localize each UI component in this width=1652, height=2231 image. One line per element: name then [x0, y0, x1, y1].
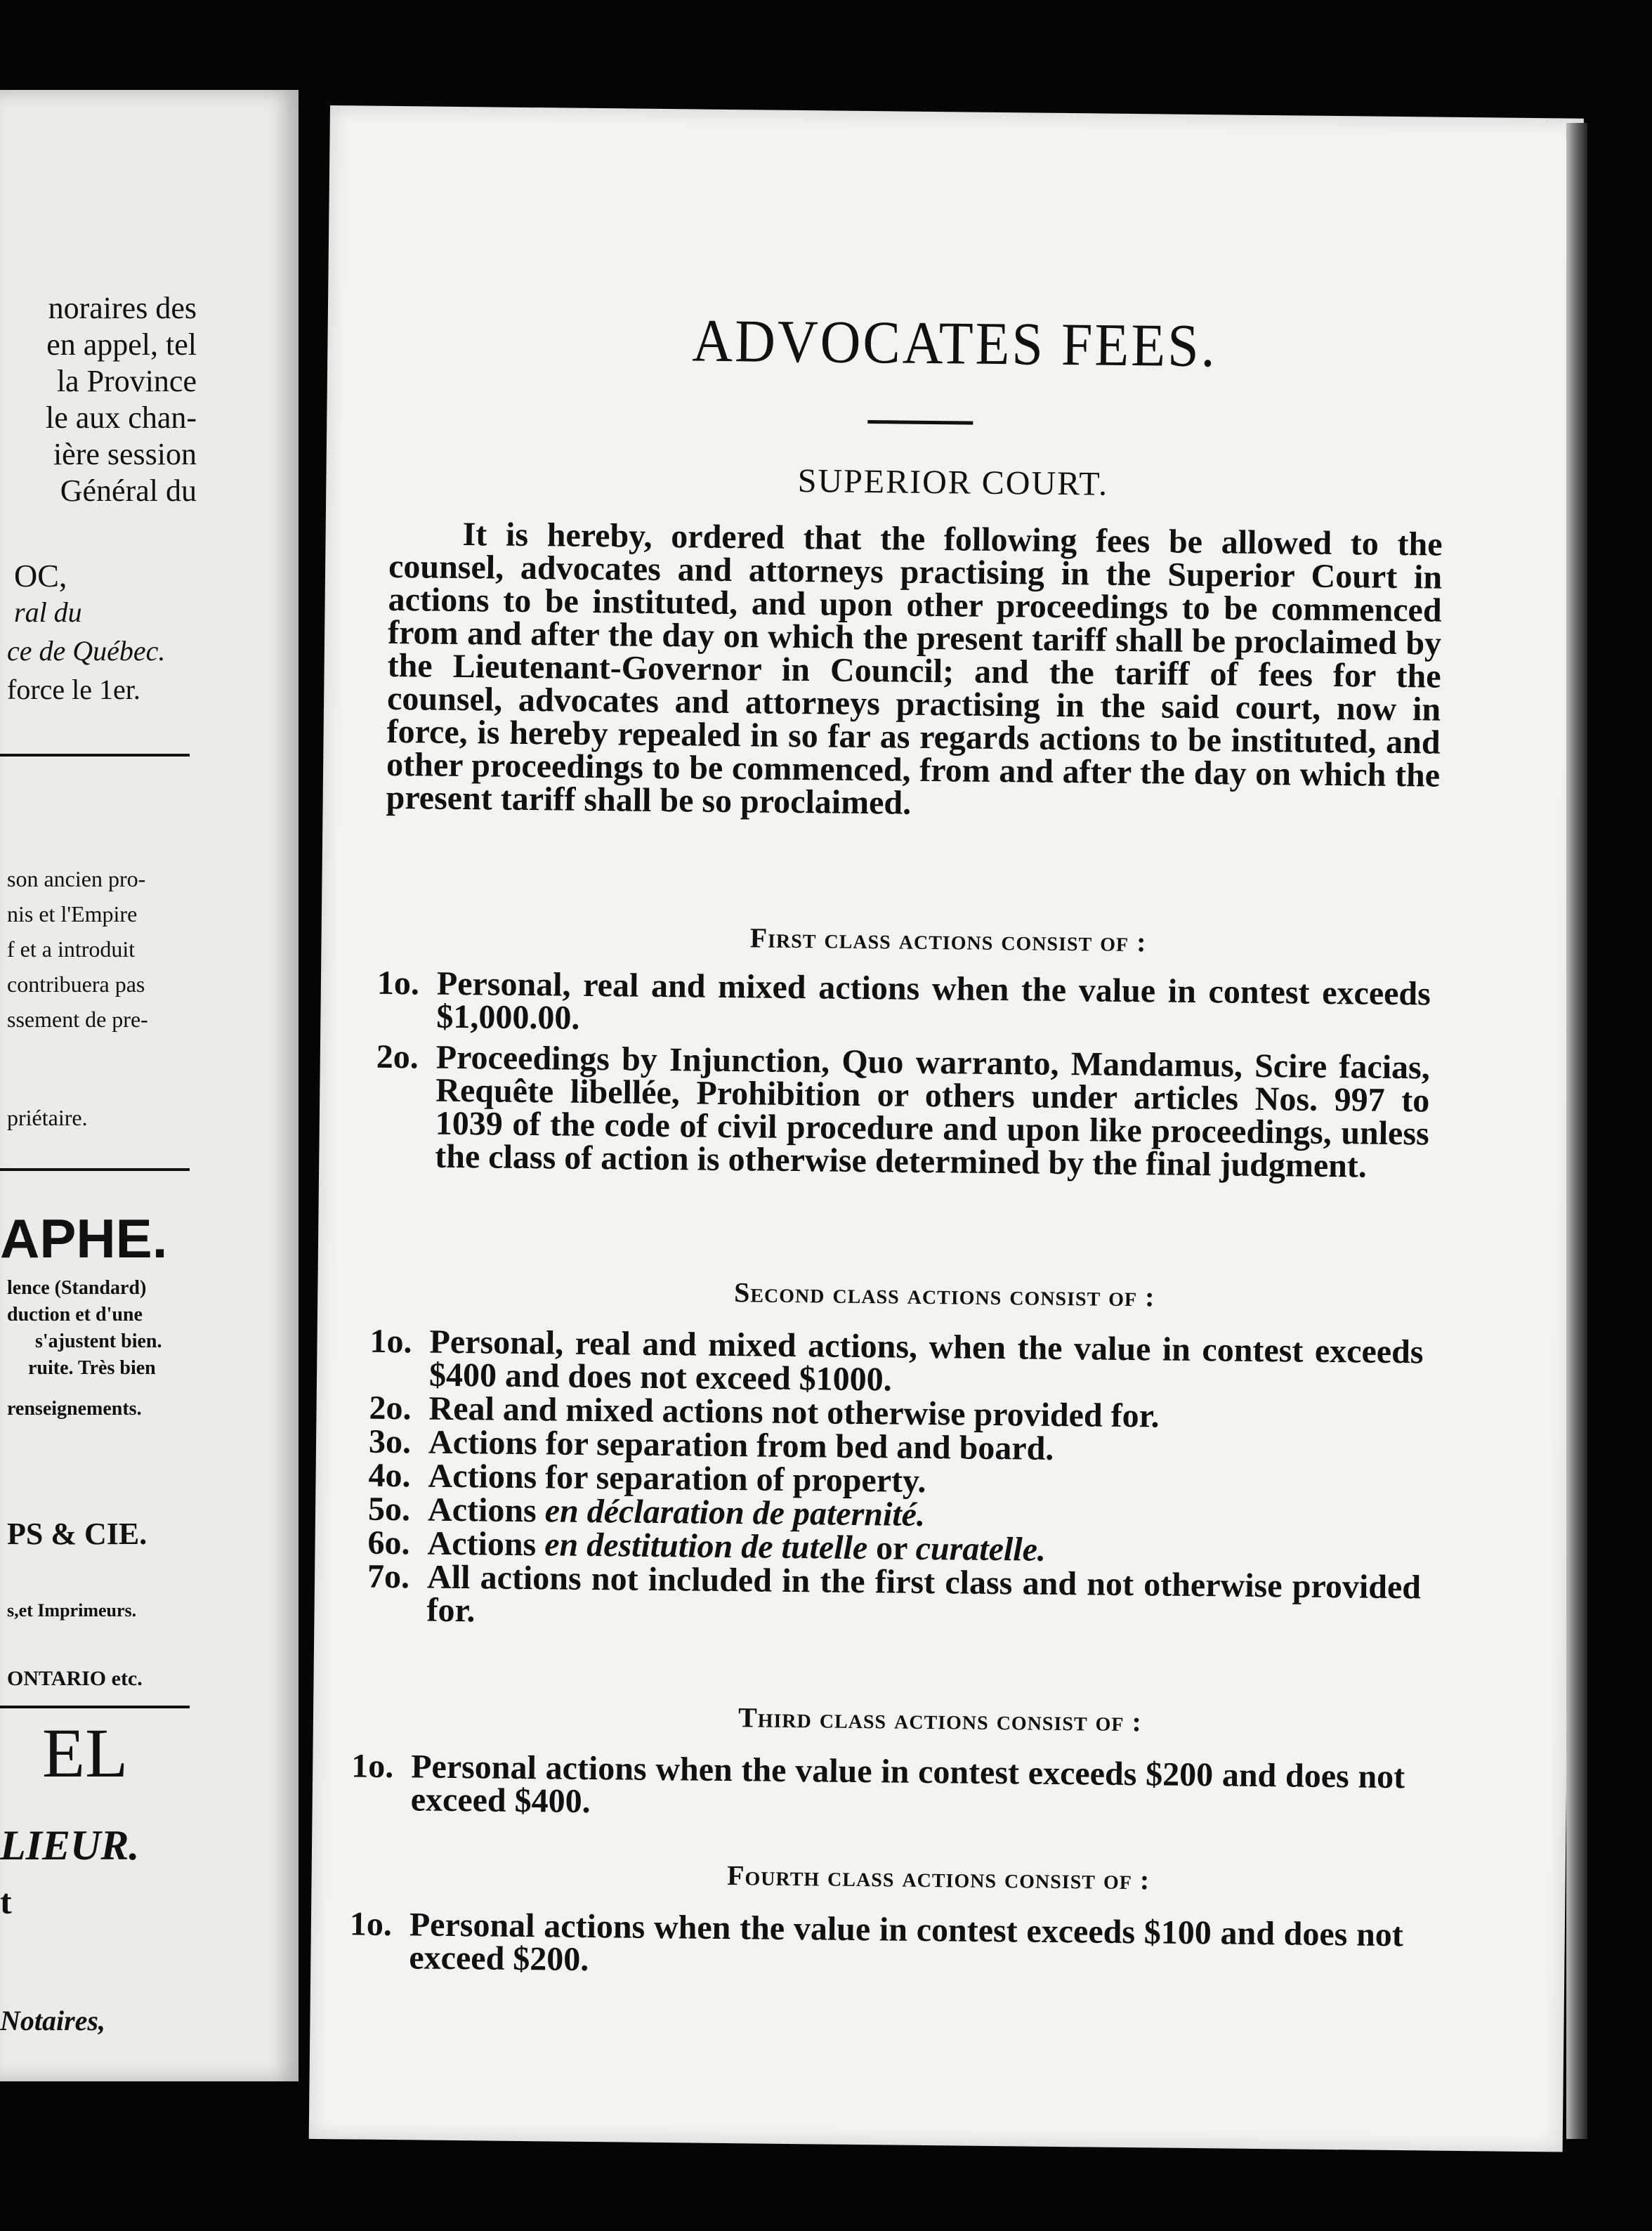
left-line: Notaires,: [0, 2005, 105, 2036]
left-line: ONTARIO etc.: [7, 1667, 143, 1690]
left-line: Général du: [60, 473, 197, 508]
left-line: son ancien pro-: [7, 866, 146, 891]
item-number: 6o.: [367, 1524, 410, 1562]
first-class-item: [376, 964, 1431, 1044]
page-edge: [1566, 123, 1587, 2139]
court-heading: SUPERIOR COURT.: [797, 462, 1109, 503]
item-text-italic: en destitution de tutelle: [544, 1526, 868, 1567]
item-number: 4o.: [368, 1456, 411, 1495]
item-text: Proceedings by Injunction, Quo warranto, Mandamus, Scire facias, Requête libellée, Prohibition or others under articles Nos. 997 to 1039 of the code of civil procedure and upon like proceedings, unless the class of action is otherwise determined by the final judgment.: [435, 1038, 1431, 1185]
fourth-class-heading: Fourth class actions consist of :: [726, 1859, 1150, 1896]
left-page-fragment: [0, 90, 299, 2081]
left-line: duction et d'une: [7, 1304, 143, 1326]
intro-paragraph: It is hereby, ordered that the following fees be allowed to the counsel, advocates and attorneys practising in the Superior Court in actions to be instituted, and upon other proceedings to be commenced from and after the day on which the present tariff shall be proclaimed by the Lieutenant-Governor in Council; and the tariff of fees for the counsel, advocates and attorneys practising in the said court, now in force, is hereby repealed in so far as regards actions to be instituted, and other proceedings to be commenced, from and after the day on which the present tariff shall be so proclaimed.: [386, 516, 1443, 822]
left-line: nis et l'Empire: [7, 901, 138, 927]
item-text: Personal actions when the value in contest exceeds $200 and does not exceed $400.: [410, 1748, 1405, 1821]
item-text: Personal actions when the value in contest exceeds $100 and does not exceed $200.: [409, 1906, 1404, 1978]
item-number: 2o.: [376, 1038, 419, 1076]
left-line: ssement de pre-: [7, 1007, 148, 1032]
left-line: contribuera pas: [7, 971, 145, 997]
item-text-plain: Actions: [427, 1524, 545, 1564]
item-number: 1o.: [369, 1322, 412, 1361]
left-line: priétaire.: [7, 1105, 88, 1130]
first-class-heading: First class actions consist of :: [749, 922, 1147, 958]
item-text: Personal, real and mixed actions, when the value in contest exceeds $400 and does not exceed $1000.: [428, 1323, 1424, 1399]
left-line: force le 1er.: [7, 674, 140, 705]
item-text: Actions for separation from bed and board.: [428, 1423, 1054, 1467]
left-line: ruite. Très bien: [28, 1357, 156, 1379]
item-number: 1o.: [376, 964, 420, 1002]
left-rule: [0, 1706, 190, 1708]
left-line: ral du: [14, 596, 82, 628]
left-line: le aux chan-: [46, 400, 197, 435]
left-line: APHE.: [0, 1208, 168, 1269]
left-line: t: [0, 1882, 12, 1921]
left-line: s,et Imprimeurs.: [7, 1600, 137, 1621]
left-line: f et a introduit: [7, 936, 136, 962]
left-line: ière session: [53, 437, 197, 471]
title-rule: [867, 420, 973, 425]
item-text: All actions not included in the first class and not otherwise provided for.: [426, 1558, 1422, 1630]
left-line: OC,: [14, 558, 67, 594]
item-text-italic: curatelle.: [915, 1529, 1047, 1569]
left-line: PS & CIE.: [7, 1517, 148, 1551]
left-line: noraires des: [48, 291, 197, 325]
item-number: 7o.: [367, 1557, 410, 1596]
item-text: Real and mixed actions not otherwise provided for.: [428, 1389, 1160, 1435]
second-class-item: [367, 1557, 1422, 1637]
fourth-class-item: [349, 1907, 1403, 1984]
item-text-plain: or: [867, 1529, 916, 1567]
first-class-item: [375, 1040, 1430, 1184]
left-line: en appel, tel: [46, 327, 197, 362]
item-number: 1o.: [350, 1747, 394, 1786]
left-line: lence (Standard): [7, 1277, 147, 1299]
left-line: renseignements.: [7, 1398, 142, 1420]
item-number: 5o.: [367, 1490, 411, 1529]
left-line: LIEUR.: [0, 1822, 140, 1869]
second-class-item: [369, 1322, 1424, 1402]
main-page: [309, 105, 1584, 2152]
left-rule: [0, 754, 190, 757]
item-number: 3o.: [368, 1422, 412, 1461]
third-class-heading: Third class actions consist of :: [738, 1701, 1143, 1738]
left-line: s'ajustent bien.: [35, 1330, 162, 1352]
left-line: EL: [42, 1714, 129, 1792]
item-text-plain: Actions: [427, 1491, 546, 1530]
second-class-heading: Second class actions consist of :: [733, 1276, 1155, 1313]
left-rule: [0, 1168, 190, 1171]
item-text-italic: en déclaration de paternité.: [544, 1492, 926, 1533]
item-text: Actions for separation of property.: [428, 1457, 926, 1500]
item-number: 1o.: [349, 1905, 393, 1944]
third-class-item: [351, 1749, 1405, 1826]
left-line: la Province: [56, 364, 197, 398]
page-title: ADVOCATES FEES.: [691, 307, 1218, 380]
item-text: Personal, real and mixed actions when the value in contest exceeds $1,000.00.: [436, 964, 1431, 1037]
item-number: 2o.: [369, 1389, 412, 1427]
left-line: ce de Québec.: [7, 635, 166, 667]
